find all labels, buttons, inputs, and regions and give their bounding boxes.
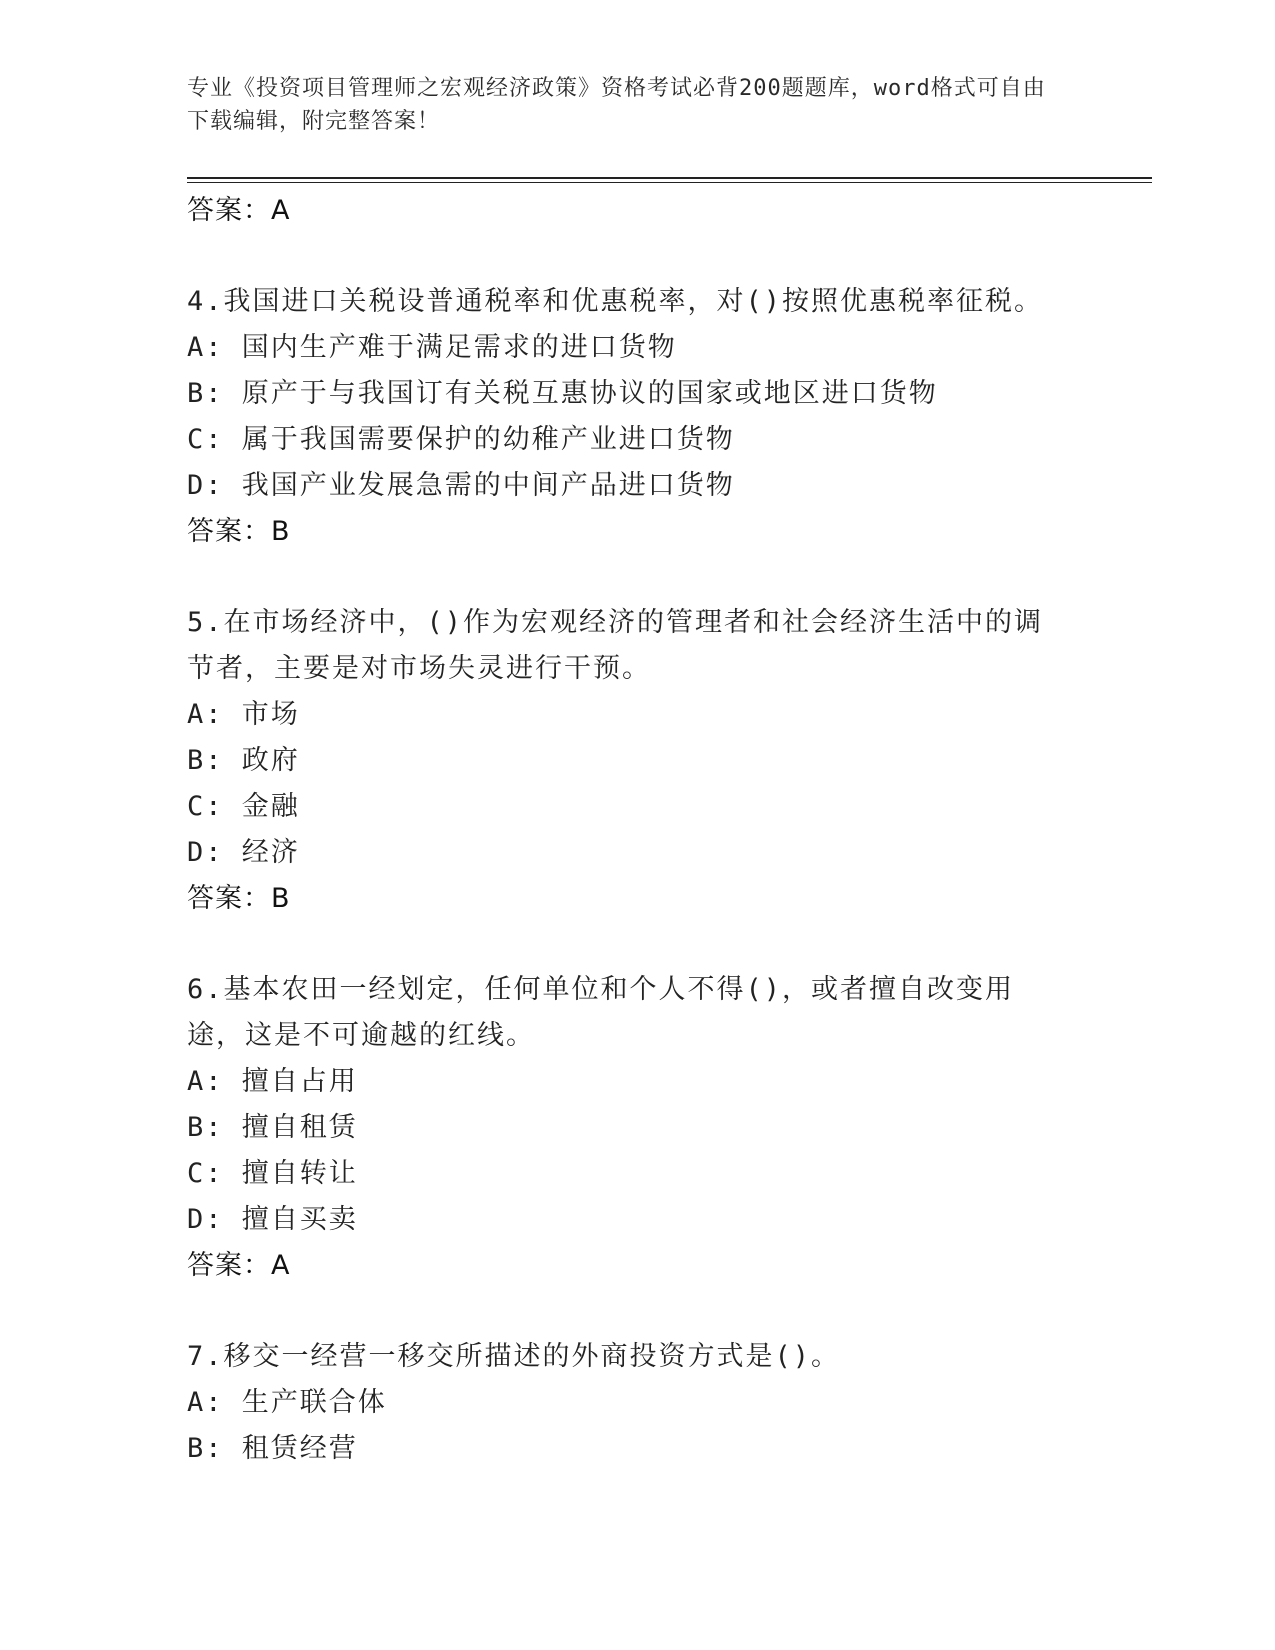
- option-a: A: 擅自占用: [187, 1066, 358, 1097]
- option-a: A: 市场: [187, 699, 300, 730]
- header-divider-thin: [187, 182, 1152, 183]
- option-d: D: 我国产业发展急需的中间产品进口货物: [187, 470, 735, 501]
- question-stem: 4.我国进口关税设普通税率和优惠税率，对()按照优惠税率征税。: [187, 286, 1044, 317]
- answer-label: 答案：B: [187, 883, 291, 914]
- answer-label: 答案：A: [187, 1250, 291, 1281]
- question-item: [187, 967, 1067, 1289]
- option-b: B: 原产于与我国订有关税互惠协议的国家或地区进口货物: [187, 378, 938, 409]
- answer-label: 答案：A: [187, 195, 291, 226]
- question-list: [187, 188, 1067, 1472]
- question-stem: 7.移交一经营一移交所描述的外商投资方式是()。: [187, 1341, 841, 1372]
- header-divider-thick: [187, 177, 1152, 179]
- option-d: D: 擅自买卖: [187, 1204, 358, 1235]
- question-item: [187, 600, 1067, 922]
- option-c: C: 金融: [187, 791, 300, 822]
- option-d: D: 经济: [187, 837, 300, 868]
- option-a: A: 国内生产难于满足需求的进口货物: [187, 332, 677, 363]
- question-stem: 6.基本农田一经划定，任何单位和个人不得()，或者擅自改变用途，这是不可逾越的红线。: [187, 974, 1015, 1051]
- spacer: [187, 234, 1067, 279]
- question-item: [187, 1334, 1067, 1472]
- document-header: 专业《投资项目管理师之宏观经济政策》资格考试必背200题题库，word格式可自由下载编辑，附完整答案！: [187, 76, 1046, 134]
- question-item: [187, 279, 1067, 555]
- option-a: A: 生产联合体: [187, 1387, 387, 1418]
- question-stem: 5.在市场经济中，()作为宏观经济的管理者和社会经济生活中的调节者，主要是对市场失灵进行干预。: [187, 607, 1044, 684]
- spacer: [187, 922, 1067, 967]
- option-b: B: 租赁经营: [187, 1433, 358, 1464]
- option-b: B: 政府: [187, 745, 300, 776]
- answer-label: 答案：B: [187, 516, 291, 547]
- spacer: [187, 555, 1067, 600]
- option-c: C: 属于我国需要保护的幼稚产业进口货物: [187, 424, 735, 455]
- option-b: B: 擅自租赁: [187, 1112, 358, 1143]
- spacer: [187, 1289, 1067, 1334]
- option-c: C: 擅自转让: [187, 1158, 358, 1189]
